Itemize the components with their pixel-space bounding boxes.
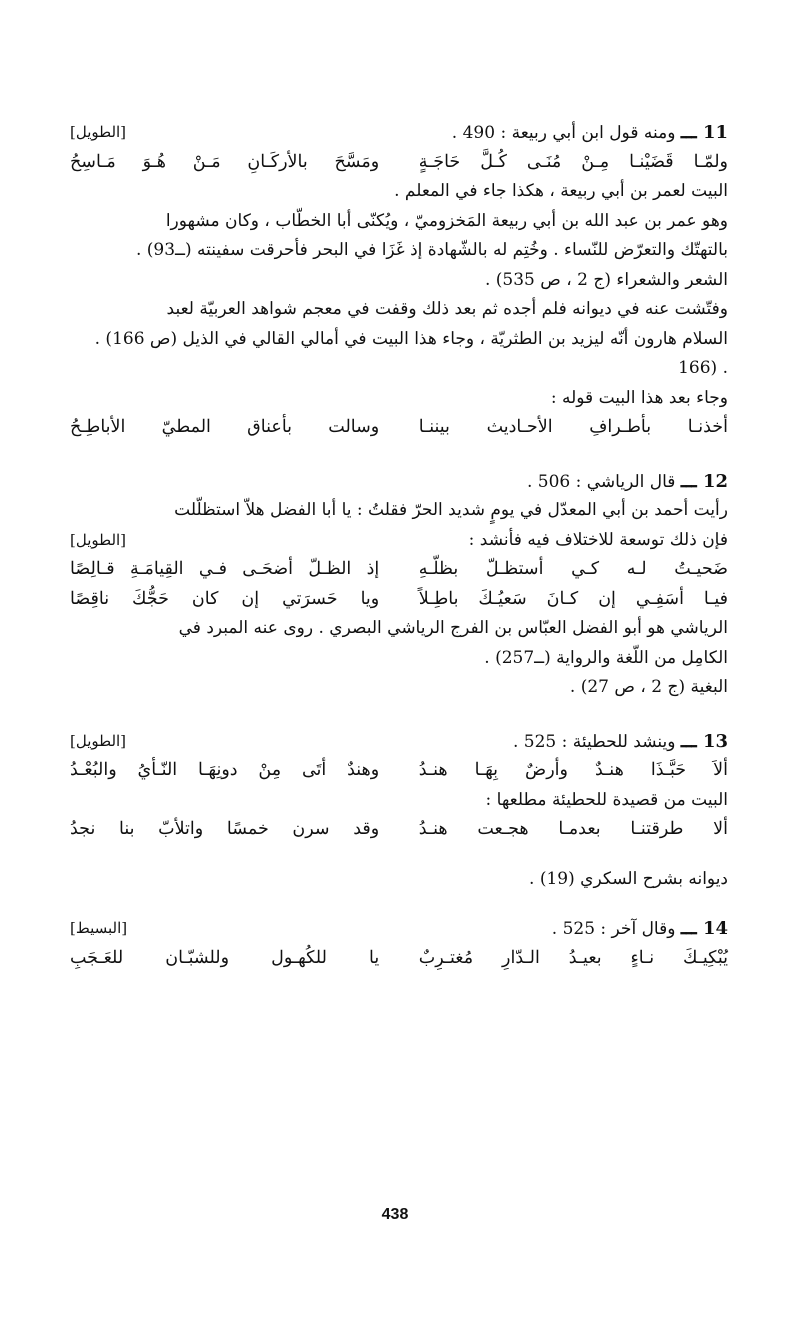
spacer: [70, 443, 728, 467]
verse-first-hemistich: ألاَ حَبَّـذَا هنـدٌ وأرضٌ بِهَـا هنـدُ: [418, 760, 728, 780]
meter-label: [الطويل]: [70, 123, 127, 141]
text-line-content: فإن ذلك توسعة للاختلاف فيه فأنشد :: [468, 529, 728, 550]
text-line: وجاء بعد هذا البيت قوله :: [550, 387, 728, 408]
verse-first-hemistich: ألا طرقتنـا بعدمـا هجـعت هنـدُ: [418, 819, 728, 839]
verse-line: [70, 413, 728, 443]
verse-second-hemistich: وسالت بأعناق المطيّ الأباطِـحُ: [70, 417, 380, 437]
entry-heading-text: وقال آخر : 525 .: [551, 919, 676, 939]
entry-number: 12 ـــ: [680, 470, 728, 492]
entry-number: 14 ـــ: [680, 918, 728, 939]
text-line: السلام هارون أنّه ليزيد بن الطثريّة ، وجاء هذا البيت في أمالي القالي في الذيل (ص 166) .: [94, 328, 728, 349]
meter-label: [البسيط]: [70, 919, 128, 937]
verse-first-hemistich: أخذنـا بأطـرافِ الأحـاديث بيننـا: [418, 417, 728, 437]
verse-second-hemistich: ومَسَّحَ بالأركَـانِ مَـنْ هُـوَ مَـاسِحُ: [70, 151, 380, 172]
text-line: رأيت أحمد بن أبي المعدّل في يومٍ شديد الحرّ فقلتُ : يا أبا الفضل هلاّ استظلّلت: [174, 500, 728, 520]
text-line: البيت لعمر بن أبي ربيعة ، هكذا جاء في المعلم .: [394, 181, 728, 201]
verse-line: [70, 815, 728, 845]
text-line: الكامِل من اللّغة والرواية (ــ257) .: [484, 647, 728, 668]
meter-label: [الطويل]: [70, 530, 127, 549]
entry-number: 11 ـــ: [680, 122, 728, 143]
verse-line: [70, 148, 728, 178]
entry-heading: [70, 727, 728, 757]
text-line: ديوانه بشرح السكري (19) .: [529, 868, 728, 889]
entry-heading: [70, 467, 728, 497]
spacer: [70, 894, 728, 914]
page-number: 438: [381, 1206, 409, 1223]
page-content: [70, 118, 728, 973]
text-line: الشعر والشعراء (ج 2 ، ص 535) .: [484, 269, 728, 290]
entry-heading-text: ومنه قول ابن أبي ربيعة : 490 .: [451, 123, 676, 143]
verse-second-hemistich: يا للكُهـول وللشبّـان للعَـجَبِ: [70, 947, 380, 968]
verse-first-hemistich: ضَحيـتُ لـه كـي أستظـلّ بظلّـهِ: [418, 559, 728, 579]
verse-second-hemistich: إذ الظـلّ أضحَـى فـي القِيامَـةِ قـالِصًا: [70, 559, 380, 579]
text-line: بالتهتّك والتعرّض للنّساء . وخُتِم له بالشّهادة إذ غَزَا في البحر فأحرقت سفينته (ــ93) .: [135, 240, 728, 260]
verse-first-hemistich: فيـا أسَفِـي إن كـانَ سَعيُـكَ باطِـلاً: [418, 588, 728, 609]
spacer: [70, 703, 728, 727]
entry-heading-text: قال الرياشي : 506 .: [526, 471, 676, 492]
verse-second-hemistich: ويا حَسرَتي إن كان حَجُّكَ ناقِصًا: [70, 588, 380, 609]
text-line: الرياشي هو أبو الفضل العبّاس بن الفرج الرياشي البصري . روى عنه المبرد في: [178, 618, 728, 638]
verse-first-hemistich: ولمّـا قَضَيْنـا مِـنْ مُنَـى كُـلَّ حَاجَـةٍ: [418, 151, 728, 172]
verse-first-hemistich: يُبْكِيـكَ نـاءٍ بعيـدُ الـدّارِ مُغتـرِبٌ: [418, 947, 728, 968]
entry-heading: [70, 914, 728, 944]
text-line: . (166: [678, 358, 728, 378]
text-line: وفتّشت عنه في ديوانه فلم أجده ثم بعد ذلك وقفت في معجم شواهد العربيّة لعبد: [166, 299, 728, 319]
verse-second-hemistich: وقد سرن خمسًا واتلأبّ بنا نجدُ: [70, 819, 380, 839]
verse-line: [70, 555, 728, 585]
verse-second-hemistich: وهندٌ أتَى مِنْ دونِهَـا النّـأيُ والبُعْـدُ: [70, 760, 380, 780]
entry-heading-text: وينشد للحطيئة : 525 .: [512, 731, 676, 752]
entry-heading: [70, 118, 728, 148]
text-line: [70, 526, 728, 556]
meter-label: [الطويل]: [70, 731, 127, 750]
entry-number: 13 ـــ: [680, 730, 728, 752]
text-line: البيت من قصيدة للحطيئة مطلعها :: [485, 789, 728, 810]
verse-line: [70, 756, 728, 786]
verse-line: [70, 585, 728, 615]
spacer: [70, 845, 728, 865]
verse-line: [70, 944, 728, 974]
text-line: البغية (ج 2 ، ص 27) .: [569, 677, 728, 697]
text-line: وهو عمر بن عبد الله بن أبي ربيعة المَخزوميّ ، ويُكنّى أبا الخطّاب ، وكان مشهورا: [165, 210, 728, 231]
